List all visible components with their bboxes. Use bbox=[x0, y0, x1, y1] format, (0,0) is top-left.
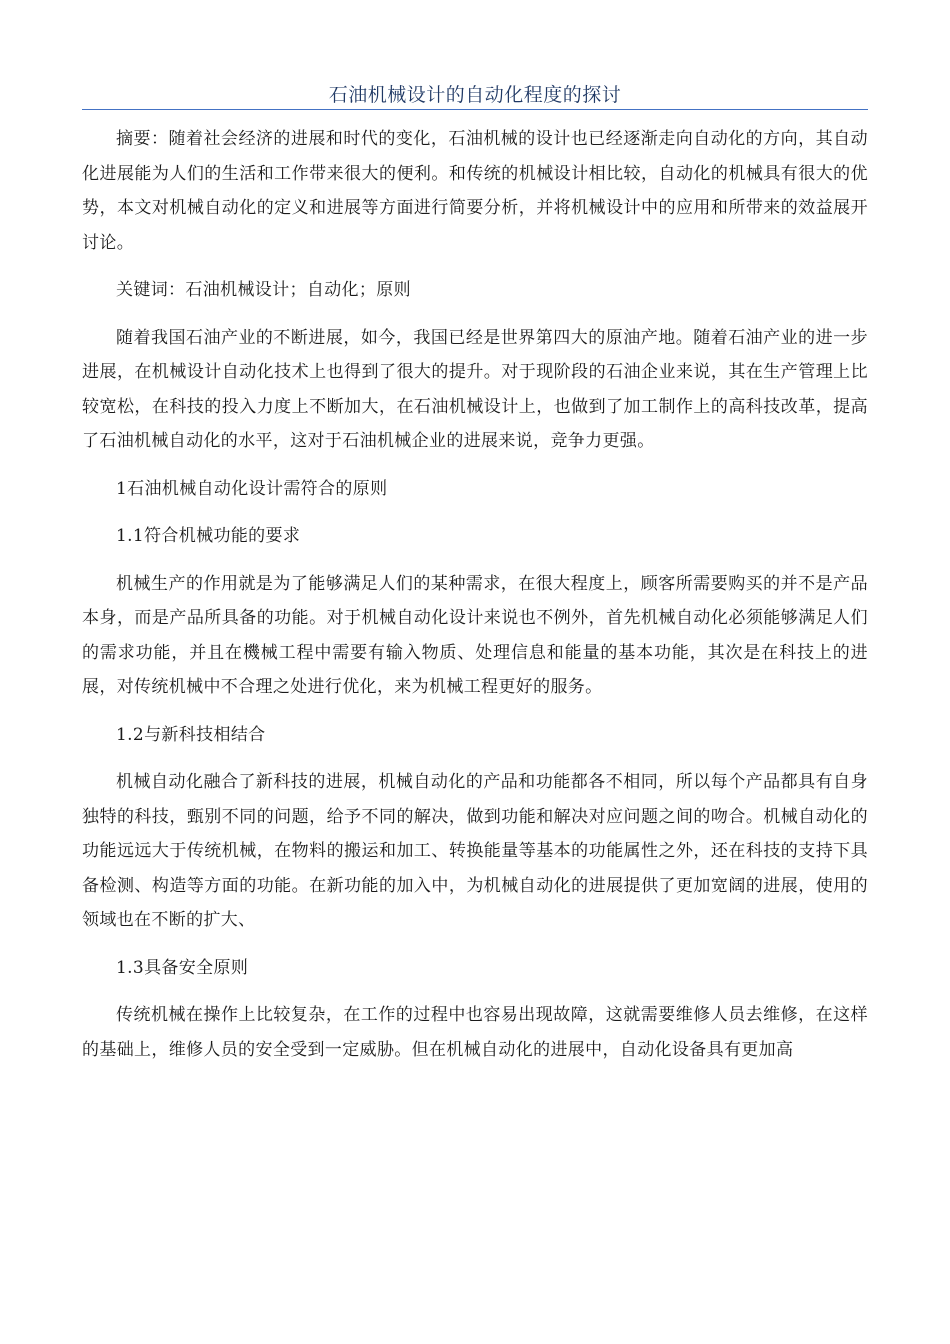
document-body bbox=[82, 122, 868, 1080]
keywords-line: 关键词：石油机械设计；自动化；原则 bbox=[116, 280, 411, 300]
document-title: 石油机械设计的自动化程度的探讨 bbox=[328, 84, 622, 106]
section-1-1-paragraph: 机械生产的作用就是为了能够满足人们的某种需求，在很大程度上，顾客所需要购买的并不是产品本身，而是产品所具备的功能。对于机械自动化设计来说也不例外，首先机械自动化必须能够满足人们的需求功能，并且在機械工程中需要有输入物质、处理信息和能量的基本功能，其次是在科技上的进展，对传统机械中不合理之处进行优化，来为机械工程更好的服务。 bbox=[82, 573, 868, 697]
abstract-paragraph: 摘要：随着社会经济的进展和时代的变化，石油机械的设计也已经逐渐走向自动化的方向，其自动化进展能为人们的生活和工作带来很大的便利。和传统的机械设计相比较，自动化的机械具有很大的优势，本文对机械自动化的定义和进展等方面进行简要分析，并将机械设计中的应用和所带来的效益展开讨论。 bbox=[82, 129, 868, 253]
section-heading-1-1: 1.1符合机械功能的要求 bbox=[116, 526, 301, 546]
header-divider bbox=[82, 109, 868, 110]
section-1-3-paragraph: 传统机械在操作上比较复杂，在工作的过程中也容易出现故障，这就需要维修人员去维修，在这样的基础上，维修人员的安全受到一定威胁。但在机械自动化的进展中，自动化设备具有更加高 bbox=[82, 1005, 868, 1060]
section-heading-1: 1石油机械自动化设计需符合的原则 bbox=[116, 478, 388, 499]
section-heading-1-2: 1.2与新科技相结合 bbox=[116, 724, 266, 745]
section-1-2-paragraph: 机械自动化融合了新科技的进展，机械自动化的产品和功能都各不相同，所以每个产品都具有自身独特的科技，甄别不同的问题，给予不同的解决，做到功能和解决对应问题之间的吻合。机械自动化的功能远远大于传统机械，在物料的搬运和加工、转换能量等基本的功能属性之外，还在科技的支持下具备检测、构造等方面的功能。在新功能的加入中，为机械自动化的进展提供了更加宽阔的进展，使用的领域也在不断的扩大、 bbox=[82, 772, 868, 930]
intro-paragraph: 随着我国石油产业的不断进展，如今，我国已经是世界第四大的原油产地。随着石油产业的进一步进展，在机械设计自动化技术上也得到了很大的提升。对于现阶段的石油企业来说，其在生产管理上比较宽松，在科技的投入力度上不断加大，在石油机械设计上，也做到了加工制作上的高科技改革，提高了石油机械自动化的水平，这对于石油机械企业的进展来说，竞争力更强。 bbox=[82, 327, 868, 451]
section-heading-1-3: 1.3具备安全原则 bbox=[116, 957, 249, 978]
